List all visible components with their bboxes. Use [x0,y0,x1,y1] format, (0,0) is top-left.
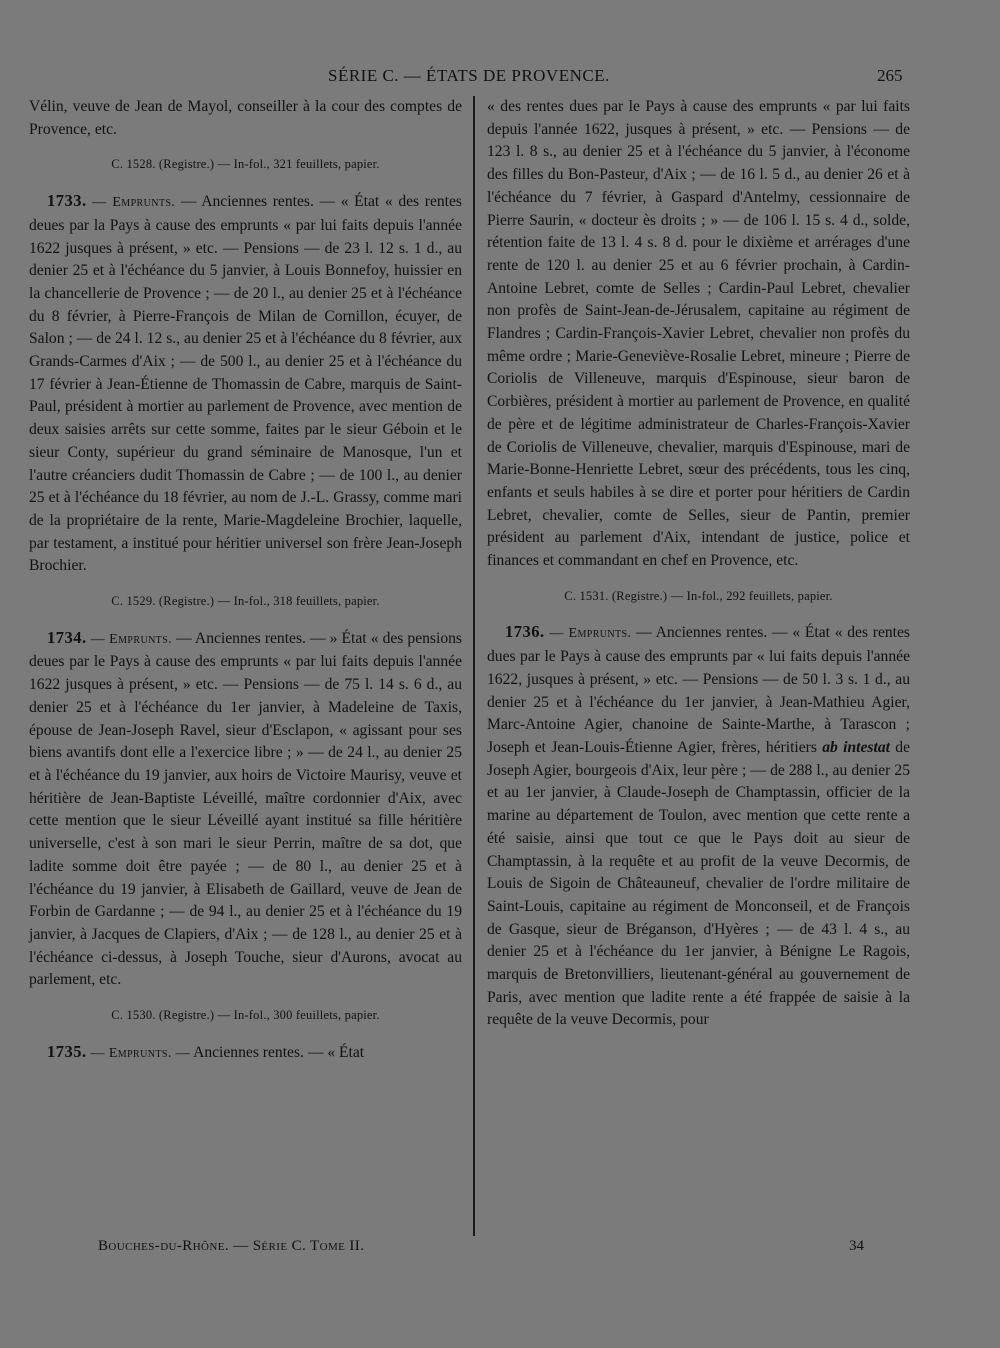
entry-continuation: Vélin, veuve de Jean de Mayol, conseiller à la cour des comptes de Provence, etc. [29,98,462,138]
entry-1733 [29,190,462,578]
running-title: SÉRIE C. — ÉTATS DE PROVENCE. [328,66,610,85]
entry-continuation: « des rentes dues par le Pays à cause des emprunts « par lui faits depuis l'année 1622, jusques à présent, » etc. — Pensions — de 123 l. 8 s., au denier 25 et à l'échéance du 5 janvier, à l'économe des filles du Bon-Pasteur, d'Aix ; — de 16 l. 5 d., au denier 26 et à l'échéance du 7 février, à Gaspard d'Antelmy, cessionnaire de Pierre Saurin, « docteur ès droits ; » — de 106 l. 15 s. 4 d., solde, rétention faite de 13 l. 4 s. 8 d. pour le dixième et arrérages d'une rente de 120 l. au denier 25 et au 6 février prochain, à Cardin-Antoine Lebret, comte de Selles ; Cardin-Paul Lebret, chevalier non profès de Saint-Jean-de-Jérusalem, capitaine au régiment de Flandres ; Cardin-François-Xavier Lebret, chevalier non profès du même ordre ; Marie-Geneviève-Rosalie Lebret, mineure ; Pierre de Coriolis de Villeneuve, marquis d'Espinouse, sieur baron de Corbières, président à mortier au parlement de Provence, en qualité de père et de légitime administrateur de Charles-François-Xavier de Coriolis de Villeneuve, chevalier, marquis d'Espinouse, mari de Marie-Bonne-Henriette Lebret, sœur des précédents, tous les cinq, enfants et seuls habiles à se dire et porter pour héritiers de Cardin Lebret, chevalier, comte de Selles, sieur de Pantin, premier président au parlement d'Aix, intendant de justice, police et finances et commandant en chef en Provence, etc. [487,98,910,570]
entry-number: 1733. [47,191,87,211]
entry-1736 [487,621,910,1032]
latin-term: ab intestat [822,738,890,756]
column-divider [473,96,475,1236]
entry-heading: — Emprunts. [549,626,632,642]
volume-reference [98,1238,364,1255]
entry-1735 [29,1041,462,1066]
signature-mark: 34 [849,1238,864,1254]
entry-heading: — Emprunts. — [90,1045,191,1061]
page-number: 265 [877,66,903,85]
entry-number: 1735. [47,1041,87,1061]
entry-number: 1734. [47,627,87,647]
page-footer [0,1238,1000,1264]
page-header [0,66,1000,92]
citation-c1529: C. 1529. (Registre.) — In-fol., 318 feuillets, papier. [111,594,380,609]
citation-c1530: C. 1530. (Registre.) — In-fol., 300 feuillets, papier. [111,1008,380,1023]
entry-heading: — Emprunts. [92,195,176,211]
citation-c1531: C. 1531. (Registre.) — In-fol., 292 feuillets, papier. [564,588,833,603]
entry-text: de Joseph Agier, bourgeois d'Aix, leur père ; — de 288 l., au denier 25 et au 1er janvier, à Claude-Joseph de Champtassin, officier de la marine au département de Toulon, avec mention que cette rente a été saisie, ainsi que tout ce que le Pays doit au sieur de Champtassin, à la requête et au profit de la veuve Decormis, de Louis de Sigoin de Châteauneuf, chevalier de l'ordre militaire de Saint-Louis, capitaine au régiment de Monconseil, et de François de Gasque, sieur de Bréganson, d'Hyères ; — de 43 l. 4 s., au denier 25 et à l'échéance du 1er janvier, à Bénigne Le Ragois, marquis de Bretonvilliers, lieutenant-général au gouvernement de Paris, avec mention que ladite rente a été frappée de saisie à la requête de la veuve Decormis, pour [487,738,910,1029]
volume-reference-text: Bouches-du-Rhône. — Série C. Tome II. [98,1238,365,1254]
left-column [29,96,462,1065]
entry-1734 [29,627,462,992]
entry-text: — Anciennes rentes. — » État « des pensions deues par le Pays à cause des emprunts « par lui faits depuis l'année 1622 jusques à présent, » etc. — Pensions — de 75 l. 14 s. 6 d., au denier 25 et à l'échéance du 1er janvier, à Madeleine de Taxis, épouse de Jean-Joseph Ravel, sieur d'Esclapon, « agissant pour ses biens avantifs dont elle a l'exercice libre ; » — de 24 l., au denier 25 et à l'échéance du 19 janvier, aux hoirs de Victoire Maurisy, veuve et héritière de Jean-Baptiste Léveillé, maître cordonnier d'Aix, avec cette mention que le sieur Léveillé ayant institué sa fille héritière universelle, c'est à son mari le sieur Perrin, maître de sa dot, que ladite somme doit être payée ; — de 80 l., au denier 25 et à l'échéance du 19 janvier, à Elisabeth de Gaillard, veuve de Jean de Forbin de Gardanne ; — de 94 l., au denier 25 et à l'échéance du 19 janvier, à Jacques de Clapiers, d'Aix ; — de 128 l., au denier 25 et à l'échéance ci-dessus, à Joseph Touche, sieur d'Aurons, avocat au parlement, etc. [29,629,462,989]
entry-text: — Anciennes rentes. — « État « des rentes dues par le Pays à cause des emprunts par « lui faits depuis l'année 1622, jusques à présent, » etc. — Pensions — de 50 l. 3 s. 1 d., au denier 25 et à l'échéance du 1er janvier, à Jean-Mathieu Agier, Marc-Antoine Agier, chanoine de Sainte-Marthe, à Tarascon ; Joseph et Jean-Louis-Étienne Agier, frères, héritiers [487,624,910,756]
entry-heading: — Emprunts. [90,631,173,647]
entry-text: Anciennes rentes. — « État [193,1043,365,1061]
entry-number: 1736. [505,622,545,642]
entry-text: — Anciennes rentes. — « État « des rentes deues par la Pays à cause des emprunts « par lui faits depuis l'année 1622 jusques à présent, » etc. — Pensions — de 23 l. 12 s. 1 d., au denier 25 et à l'échéance du 5 janvier, à Louis Bonnefoy, huissier en la chancellerie de Provence ; — de 20 l., au denier 25 et à l'échéance du 8 février, à Pierre-François de Milan de Cornillon, écuyer, de Salon ; — de 24 l. 12 s., au denier 25 et à l'échéance du 8 février, aux Grands-Carmes d'Aix ; — de 500 l., au denier 25 et à l'échéance du 17 février à Jean-Étienne de Thomassin de Cabre, marquis de Saint-Paul, président à mortier au parlement de Provence, avec mention de deux saisies arrêts sur cette somme, faites par le sieur Géboin et le sieur Conty, supérieur du grand séminaire de Manosque, l'un et l'autre créanciers dudit Thomassin de Cabre ; — de 100 l., au denier 25 et à l'échéance du 18 février, au nom de J.-L. Grassy, comme mari de la propriétaire de la rente, Marie-Magdeleine Brochier, laquelle, par testament, a institué pour héritier universel son frère Jean-Joseph Brochier. [29,193,463,575]
citation-c1528: C. 1528. (Registre.) — In-fol., 321 feuillets, papier. [111,157,380,172]
right-column [487,96,910,1032]
